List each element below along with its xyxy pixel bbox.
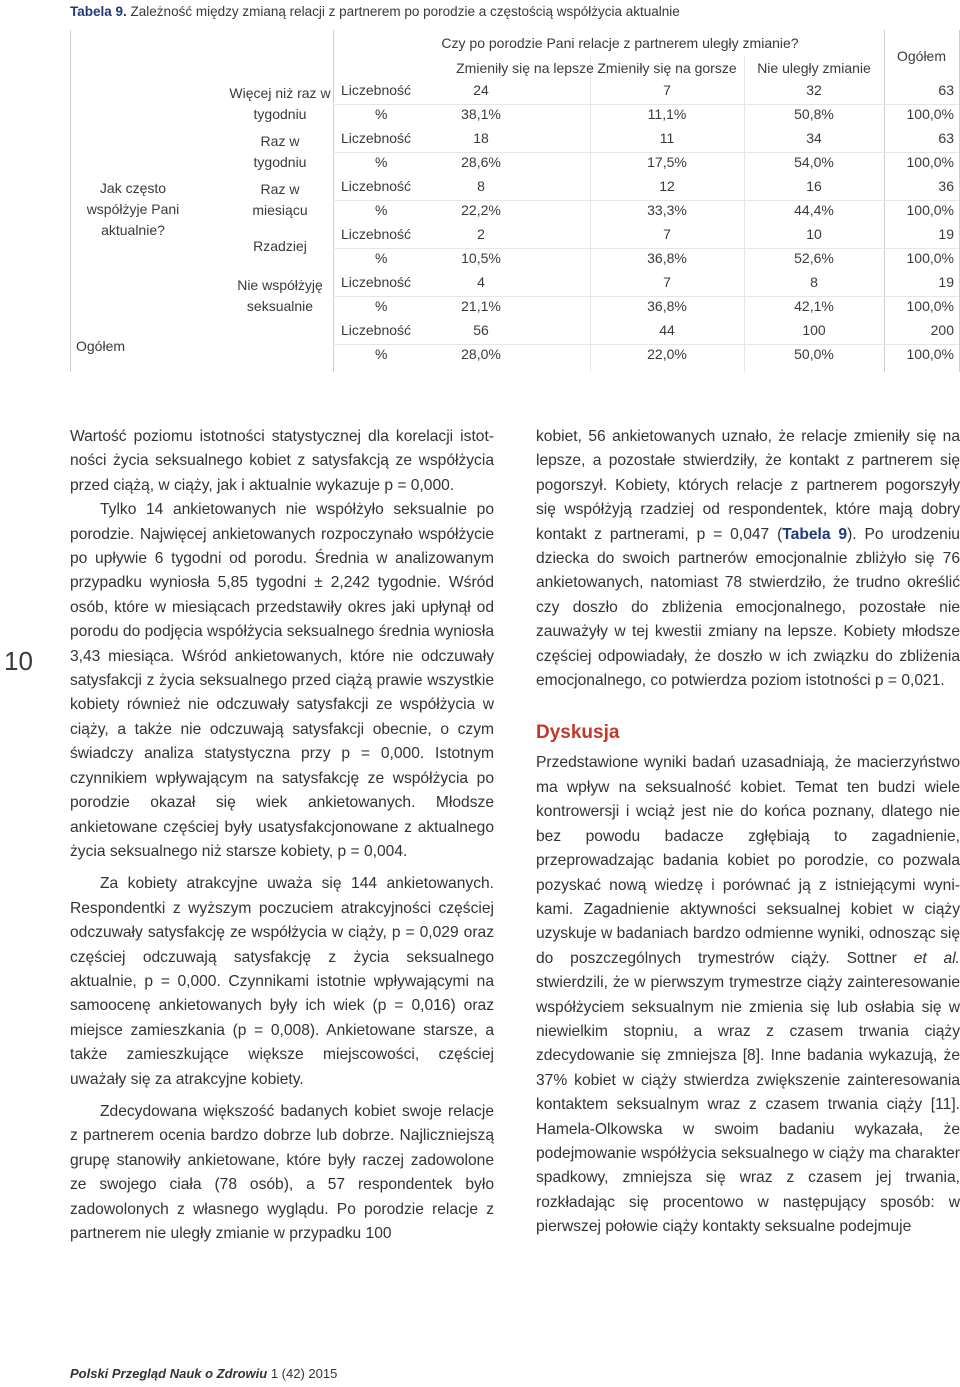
table-cell: 19 (938, 226, 954, 242)
row-label-count: Liczebność (341, 226, 412, 242)
paragraph: kobiet, 56 ankietowanych uznało, że relacje zmieniły się na lepsze, a pozostałe stwierdziły, że kontakt z partnerem się pogorszył. Kobiety, których relacje z partnerem pogorszyły się współżyją rzadziej od respondentek, które mają dobry kontakt z partnerami, p = 0,047 (Tabela 9). Po urodzeniu dziecka do swoich partnerów emocjonalnie zbliżyło się 76 ankietowanych, natomiast 78 stwierdziło, że trudno określić czy doszło do zbliżenia emocjonalnego, pozostałe nie zauważyły w tej kwestii zmiany na lepsze. Kobiety młodsze częściej odpowiadały, że doszło w ich związku do zbliżenia emocjonalnego, co potwierdza poziom istotności p = 0,021. (536, 428, 960, 690)
table-caption-label: Tabela 9. (70, 4, 127, 19)
row-label-percent: % (375, 250, 388, 266)
row-label-percent: % (375, 346, 388, 362)
row-label-percent: % (375, 106, 388, 122)
col-header-worse: Zmieniły się na gorsze (597, 60, 737, 76)
right-column (536, 425, 960, 1240)
table-cell: 100,0% (906, 298, 954, 314)
table-cell: 2 (477, 226, 485, 242)
table-cell: 54,0% (794, 154, 834, 170)
paragraph: Wartość poziomu istotności statystycznej dla korelacji istotności życia seksualnego kobiet z satysfakcją ze współżycia przed ciążą, w ciąży, jak i aktualnie wykazuje p = 0,000. (70, 428, 494, 494)
table-cell: 24 (473, 82, 489, 98)
paragraph: Zdecydowana większość badanych kobiet swoje relacje z partnerem ocenia bardzo dobrze lub dobrze. Najliczniejszą grupę stanowiły ankietowane, które były raczej zadowolone ze swojego ciała (78 osób), a 57 respondentek było zadowolonych z własnego wyglądu. Po porodzie relacje z partnerem nie uległy zmianie w przypadku 100 (70, 1102, 494, 1242)
table-cell: 50,0% (794, 346, 834, 362)
table-cell: 22,0% (647, 346, 687, 362)
table-cell: 100,0% (906, 202, 954, 218)
table-cell: 36,8% (647, 250, 687, 266)
table-cell: 7 (663, 82, 671, 98)
table-cell: 28,6% (461, 154, 501, 170)
table-cell: 34 (806, 130, 822, 146)
table-cell: 44,4% (794, 202, 834, 218)
page-number: 10 (4, 646, 33, 676)
group-label-monthly: Raz w miesiącu (252, 181, 308, 218)
table-cell: 200 (930, 322, 954, 338)
row-label-count: Liczebność (341, 322, 412, 338)
row-label-count: Liczebność (341, 274, 412, 290)
left-column (70, 425, 494, 1246)
table-cell: 36 (938, 178, 954, 194)
table-cell: 63 (938, 130, 954, 146)
table-cell: 11,1% (647, 106, 687, 122)
group-label-none: Nie współżyję seksualnie (237, 277, 323, 314)
group-label-rarer: Rzadziej (253, 238, 307, 254)
row-label-count: Liczebność (341, 82, 412, 98)
group-label-weekly: Raz w tygodniu (253, 133, 307, 170)
row-total-label: Ogółem (76, 338, 126, 354)
table-cell: 100,0% (906, 250, 954, 266)
data-table (70, 30, 960, 372)
table-cell: 7 (663, 226, 671, 242)
group-label-more-than-weekly: Więcej niż raz w tygodniu (229, 85, 331, 122)
table-cell: 100,0% (906, 106, 954, 122)
table-cell: 100,0% (906, 346, 954, 362)
col-header-nochange: Nie uległy zmianie (757, 60, 871, 76)
row-label-percent: % (375, 202, 388, 218)
row-label-percent: % (375, 298, 388, 314)
table-cell: 21,1% (461, 298, 501, 314)
table-cell: 19 (938, 274, 954, 290)
row-label-count: Liczebność (341, 178, 412, 194)
table-cell: 16 (806, 178, 822, 194)
table-cell: 22,2% (461, 202, 501, 218)
row-label-count: Liczebność (341, 130, 412, 146)
journal-footer (70, 1366, 337, 1381)
table-cell: 8 (810, 274, 818, 290)
table-question: Czy po porodzie Pani relacje z partnerem uległy zmianie? (441, 35, 799, 51)
paragraph: Za kobiety atrakcyjne uważa się 144 ankietowanych. Respondentki z wyższym poczuciem atrakcyjności częściej odczuwały satysfakcję ze współżycia w ciąży, p = 0,029 oraz częściej odczuwają satysfakcję z życia seksualnego aktualnie, p = 0,000. Czynnikami istotnie wpływającymi na samoocenę ankietowanych były ich wiek (p = 0,016) oraz miejsce zamieszkania (p = 0,008). Ankietowane starsze, a także zamieszkujące większe miejscowości, częściej uważały się za atrakcyjne kobiety. (70, 875, 494, 1088)
table-cell: 100,0% (906, 154, 954, 170)
table-cell: 10 (806, 226, 822, 242)
table-cell: 33,3% (647, 202, 687, 218)
col-header-better: Zmieniły się na lepsze (456, 60, 594, 76)
table-cell: 8 (477, 178, 485, 194)
table-cell: 12 (659, 178, 675, 194)
table-cell: 4 (477, 274, 485, 290)
table-cell: 42,1% (794, 298, 834, 314)
table-cell: 56 (473, 322, 489, 338)
paragraph: Przedstawione wyniki badań uzasadniają, że macierzyństwo ma wpływ na seksualność kobiet. Temat ten budzi wiele kontrowersji i wciąż jest nie do końca poznany, dlatego nie bez powodu badacze zgłębiają to zagadnienie, przeprowadzając badania kobiet po porodzie, co pozwala pozyskać nową wiedzę i porównać ją z istniejącymi wynikami. Zagadnienie aktywności seksualnej kobiet w ciąży uzyskuje w badaniach bardzo odmienne wyniki, odnosząc się do poszczególnych trymestrów ciąży. Sottner et al. stwierdzili, że w pierwszym trymestrze ciąży zainteresowanie współżyciem seksualnym nie zmienia się lub osłabia się w niewielkim stopniu, a wraz z czasem trwania ciąży zdecydowanie się zmniejsza [8]. Inne badania wykazują, że 37% kobiet w ciąży stwierdza zwiększenie zainteresowania kontaktem seksualnym wraz z czasem trwania ciąży [11]. Hamela-Olkowska w swoim badaniu wykazała, że podejmowanie współżycia seksualnego w ciąży ma charakter spadkowy, zmniejsza się wraz z czasem jej trwania, rozkładając się procentowo w następujący sposób: w pierwszej połowie ciąży kontakty seksualne podejmuje (536, 754, 960, 1236)
table-cell: 10,5% (461, 250, 501, 266)
table-cell: 38,1% (461, 106, 501, 122)
col-header-total: Ogółem (896, 48, 947, 64)
section-heading: Dyskusja (536, 722, 620, 744)
table-cell: 44 (659, 322, 675, 338)
table-cell: 50,8% (794, 106, 834, 122)
table-caption-text: Zależność między zmianą relacji z partnerem po porodzie a częstością współżycia aktualnie (130, 4, 680, 19)
journal-name: Polski Przegląd Nauk o Zdrowiu (70, 1366, 268, 1381)
table-cell: 7 (663, 274, 671, 290)
table-cell: 18 (473, 130, 489, 146)
table-cell: 11 (659, 130, 675, 146)
journal-issue: 1 (42) 2015 (270, 1366, 338, 1381)
row-label-percent: % (375, 154, 388, 170)
table-cell: 32 (806, 82, 822, 98)
row-group-label: Jak często współżyje Pani aktualnie? (86, 180, 180, 238)
table-cell: 63 (938, 82, 954, 98)
table-cell: 28,0% (461, 346, 501, 362)
table-cell: 100 (802, 322, 826, 338)
table-caption (70, 4, 680, 19)
table-reference-link[interactable]: Tabela 9 (782, 525, 848, 543)
table-cell: 52,6% (794, 250, 834, 266)
paragraph: Tylko 14 ankietowanych nie współżyło seksualnie po porodzie. Najwięcej ankietowanych rozpoczynało współżycie po upływie 6 tygodni od porodu. Średnia w analizowanym przypadku wyniosła 5,85 tygodni ± 2,242 tygodnie. Wśród osób, które w miesiącach przedstawiły okres jaki upłynął od porodu do podjęcia współżycia seksualnego średnia wyniosła 3,43 miesiąca. Wśród ankietowanych, które nie odczuwały satysfakcji z życia seksualnego przed ciążą prawie wszystkie kobiety również nie odczuwały satysfakcji ze współżycia w ciąży, a także nie odczuwają satysfakcji obecnie, o czym świadczy analiza statystyczna przy p = 0,000. Istotnym czynnikiem wpływającym na satysfakcję ze współżycia po porodzie okazał się wiek ankietowanych. Młodsze ankietowane częściej były usatysfakcjonowane z aktualnego życia seksualnego niż starsze kobiety, p = 0,004. (70, 501, 494, 860)
table-cell: 36,8% (647, 298, 687, 314)
table-cell: 17,5% (647, 154, 687, 170)
